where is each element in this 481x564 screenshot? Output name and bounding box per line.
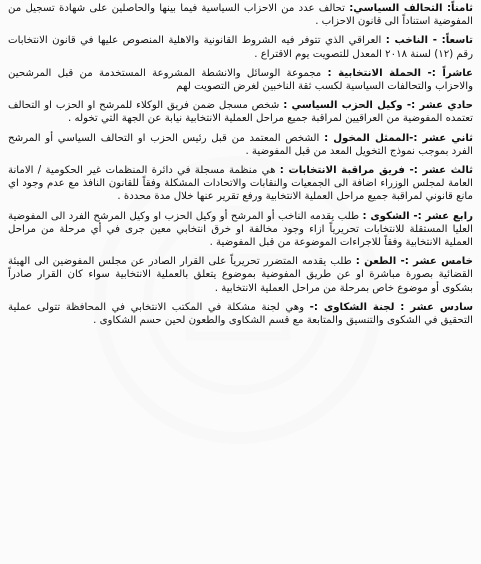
definition-14 bbox=[8, 210, 473, 250]
definition-11 bbox=[8, 99, 473, 125]
definition-12 bbox=[8, 132, 473, 158]
definition-16 bbox=[8, 301, 473, 327]
definition-8-body: تحالف عدد من الاحزاب السياسية فيما بينها والحاصلين على شهادة تسجيل من المفوضية استناداً الى قانون الاحزاب . bbox=[8, 3, 473, 28]
definition-15 bbox=[8, 255, 473, 295]
definition-10-heading: عاشراً :- الحملة الانتخابية : bbox=[327, 67, 473, 79]
definition-13 bbox=[8, 164, 473, 204]
definition-12-heading: ثاني عشر :-الممثل المخول : bbox=[324, 132, 473, 144]
definition-11-body: شخص مسجل ضمن فريق الوكلاء للمرشح او الحزب او التحالف تعتمده المفوضية من العراقيين لمراقبة جميع مراحل العملية الانتخابية نيابة عن الجهة التي تخوله . bbox=[8, 100, 473, 125]
definition-9-heading: تاسعاً: - الناخب : bbox=[385, 35, 473, 47]
definition-14-heading: رابع عشر :- الشكوى : bbox=[362, 210, 473, 222]
definition-16-heading: سادس عشر : لجنة الشكاوى :- bbox=[309, 301, 473, 313]
definition-11-heading: حادي عشر :- وكيل الحزب السياسي : bbox=[283, 100, 473, 112]
definition-12-body: الشخص المعتمد من قبل رئيس الحزب او التحالف السياسي أو المرشح الفرد بموجب نموذج التخويل المعد من قبل المفوضية . bbox=[8, 132, 473, 157]
definition-8 bbox=[8, 2, 473, 28]
definition-9 bbox=[8, 34, 473, 60]
definition-16-body: وهي لجنة مشكلة في المكتب الانتخابي في المحافظة تتولى عملية التحقيق في الشكوى والتنسيق والمتابعة مع قسم الشكاوى والطعون لحين حسم الشكاوى . bbox=[8, 301, 473, 327]
definition-13-heading: ثالث عشر :- فريق مراقبة الانتخابات : bbox=[279, 165, 474, 177]
definition-13-body: هي منظمة مسجلة في دائرة المنظمات غير الحكومية / الامانة العامة لمجلس الوزراء اضافة الى الجمعيات والنقابات والاتحادات المشكلة وفقاً للقانون النافذ مع عدم وجود اي مانع قانوني لمراقبة جميع مراحل العملية الانتخابية ورفع تقرير عنها خلال مدة محددة . bbox=[8, 165, 473, 203]
definition-10 bbox=[8, 67, 473, 93]
definition-10-body: مجموعة الوسائل والانشطة المشروعة المستخدمة من قبل المرشحين والاحزاب والتحالفات السياسية لكسب ثقة الناخبين لغرض التصويت لهم bbox=[8, 67, 473, 93]
definition-15-heading: خامس عشر :- الطعن : bbox=[355, 256, 473, 268]
definition-14-body: طلب يقدمه الناخب أو المرشح أو وكيل الحزب او وكيل المرشح الفرد الى المفوضية العليا المستقلة للانتخابات تحريرياً ازاء وجود مخالفة او خرق انتخابي معين جرى في أي مرحلة من مراحل العملية الانتخابية وفقاً للاجراءات الموضوعة من قبل المفوضية . bbox=[8, 210, 473, 249]
definition-8-heading: ثامناً: التحالف السياسي: bbox=[349, 3, 473, 14]
definition-9-body: العراقي الذي تتوفر فيه الشروط القانونية والاهلية المنصوص عليها في قانون الانتخابات رقم (١٢) لسنة ٢٠١٨ المعدل للتصويت يوم الاقتراع . bbox=[8, 35, 473, 60]
definition-15-body: طلب يقدمه المتضرر تحريرياً على القرار الصادر عن مجلس المفوضين الى الهيئة القضائية بصورة مباشرة او عن طريق المفوضية بموضوع يتعلق بالعملية الانتخابية سواء كان القرار صادراً بشكوى أو موضوع خاص بمرحلة من مراحل العملية الانتخابية . bbox=[8, 256, 473, 294]
